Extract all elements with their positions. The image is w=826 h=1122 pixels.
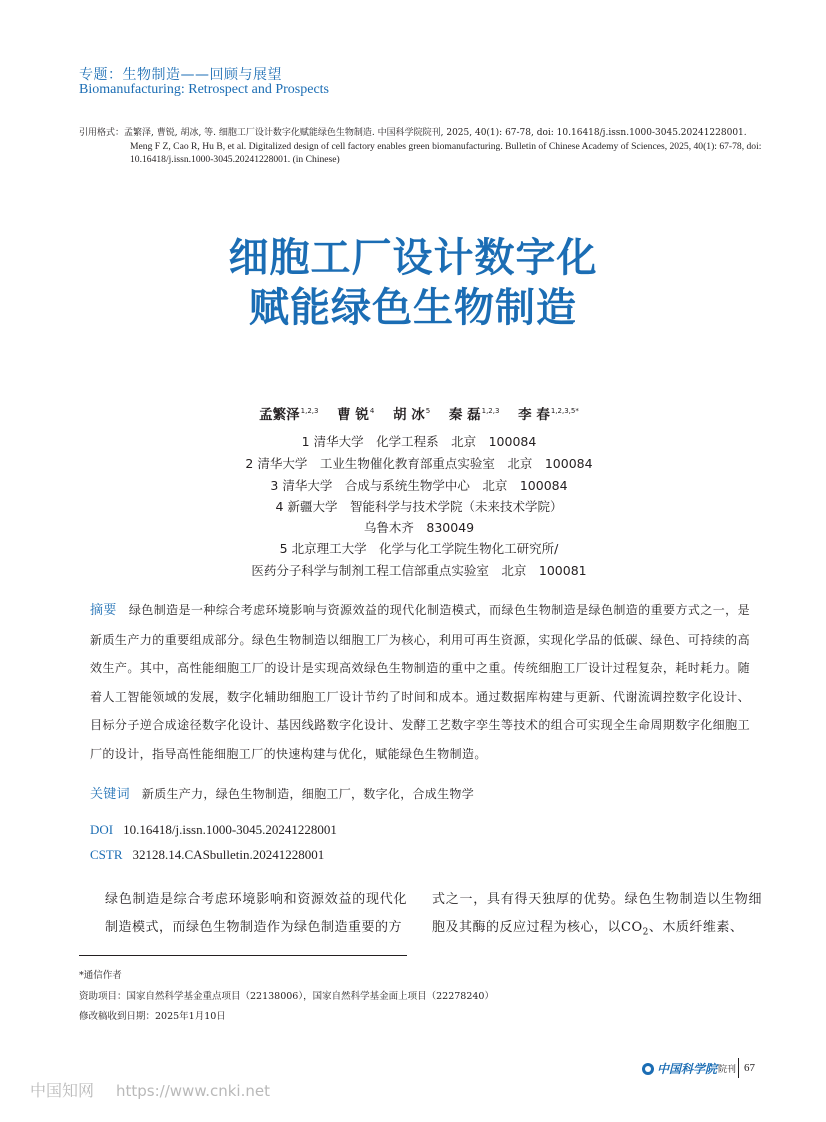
citation-zh: 孟繁泽, 曹锐, 胡冰, 等. 细胞工厂设计数字化赋能绿色生物制造. 中国科学院院刊, 2025, 40(1): 67-78, doi: 10.16418/j.issn.1000-3045.20241228001. xyxy=(124,128,747,138)
body-text-cont: 、木质纤维素、 xyxy=(648,920,744,935)
author: 李 春$^{1,2,3,5*}$ xyxy=(518,407,579,423)
article-title-line1: 细胞工厂设计数字化 xyxy=(228,235,598,281)
journal-logo xyxy=(642,1060,736,1077)
cas-emblem-icon xyxy=(642,1063,654,1075)
article-title-line2: 赋能绿色生物制造 xyxy=(249,285,577,331)
body-column-left xyxy=(79,886,407,942)
keywords-label: 关键词 xyxy=(90,787,130,802)
footnote-received: 修改稿收到日期：2025年1月10日 xyxy=(79,1011,226,1022)
topic-title-zh: 专题：生物制造——回顾与展望 xyxy=(79,67,282,83)
author: 孟繁泽$^{1,2,3}$ xyxy=(259,407,319,423)
citation-label: 引用格式： xyxy=(79,128,125,138)
footnote-corresponding: *通信作者 xyxy=(79,970,122,981)
watermark-site: 中国知网 xyxy=(30,1081,95,1100)
page-number: 67 xyxy=(744,1062,755,1074)
page-number-divider xyxy=(738,1058,739,1078)
footnote-divider xyxy=(79,955,407,956)
keywords xyxy=(90,783,474,802)
author-list xyxy=(0,403,826,423)
affiliation-line: 乌鲁木齐 830049 xyxy=(363,520,475,535)
affiliation-line: 5 北京理工大学 化学与化工学院生物化工研究所/ xyxy=(279,541,559,556)
journal-logo-suffix: 院刊 xyxy=(718,1065,737,1075)
affiliation-line: 4 新疆大学 智能科学与技术学院（未来技术学院） xyxy=(275,499,563,514)
abstract xyxy=(90,596,750,768)
cstr-line xyxy=(90,847,324,863)
abstract-label: 摘要 xyxy=(90,603,117,618)
watermark-url[interactable]: https://www.cnki.net xyxy=(116,1082,270,1100)
journal-logo-text: 中国科学院 xyxy=(657,1062,718,1076)
author: 曹 锐$^4$ xyxy=(337,407,375,423)
affiliation-line: 2 清华大学 工业生物催化教育部重点实验室 北京 100084 xyxy=(245,456,593,471)
abstract-text: 绿色制造是一种综合考虑环境影响与资源效益的现代化制造模式，而绿色生物制造是绿色制造的重要方式之一，是新质生产力的重要组成部分。绿色生物制造以细胞工厂为核心，利用可再生资源，实现化学品的低碳、绿色、可持续的高效生产。其中，高性能细胞工厂的设计是实现高效绿色生物制造的重中之重。传统细胞工厂设计过程复杂，耗时耗力。随着人工智能领域的发展，数字化辅助细胞工厂设计节约了时间和成本。通过数据库构建与更新、代谢流调控数字化设计、目标分子逆合成途径数字化设计、基因线路数字化设计、发酵工艺数字孪生等技术的组合可实现全生命周期数字化细胞工厂的设计，指导高性能细胞工厂的快速构建与优化，赋能绿色生物制造。 xyxy=(90,603,750,761)
citation-en: Meng F Z, Cao R, Hu B, et al. Digitalized design of cell factory enables green biomanufacturing. Bulletin of Chinese Academy of Sciences, 2025, 40(1): 67-78, doi: 10.16418/j.issn.1000-3045.20241228001. (in Chinese) xyxy=(130,141,762,165)
affiliation-line: 医药分子科学与制剂工程工信部重点实验室 北京 100081 xyxy=(251,563,587,578)
body-paragraph: 绿色制造是综合考虑环境影响和资源效益的现代化制造模式，而绿色生物制造作为绿色制造重要的方 xyxy=(105,892,407,935)
keywords-text: 新质生产力，绿色生物制造，细胞工厂，数字化，合成生物学 xyxy=(141,787,475,801)
author: 秦 磊$^{1,2,3}$ xyxy=(448,407,500,423)
doi-line xyxy=(90,822,337,838)
subscript: 2 xyxy=(642,927,649,938)
topic-title-en: Biomanufacturing: Retrospect and Prospects xyxy=(79,82,329,97)
citation-block xyxy=(79,126,769,166)
affiliation-line: 1 清华大学 化学工程系 北京 100084 xyxy=(301,434,537,449)
footnote-funding: 资助项目：国家自然科学基金重点项目（22138006），国家自然科学基金面上项目（22278240） xyxy=(79,991,494,1002)
doi-value[interactable]: 10.16418/j.issn.1000-3045.20241228001 xyxy=(123,822,337,837)
affiliation-line: 3 清华大学 合成与系统生物学中心 北京 100084 xyxy=(270,478,568,493)
author: 胡 冰$^5$ xyxy=(393,407,431,423)
doi-label: DOI xyxy=(90,822,114,837)
cstr-value: 32128.14.CASbulletin.20241228001 xyxy=(132,847,325,862)
cstr-label: CSTR xyxy=(90,847,123,862)
body-text: 式之一，具有得天独厚的优势。绿色生物制造以生物细胞及其酶的反应过程为核心，以CO xyxy=(432,892,762,935)
watermark xyxy=(30,1078,270,1101)
body-column-right xyxy=(432,886,762,947)
